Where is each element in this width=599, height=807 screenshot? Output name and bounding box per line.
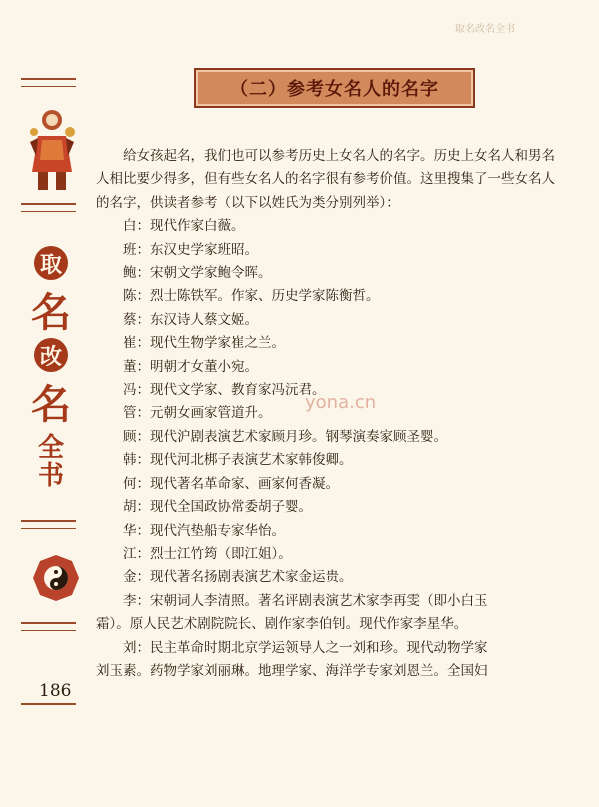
name-entry: 鲍：宋朝文学家鲍令晖。 bbox=[123, 265, 272, 282]
name-entry-multiline bbox=[96, 637, 558, 684]
subtitle-char-2: 书 bbox=[37, 461, 64, 491]
name-entry: 蔡：东汉诗人蔡文姬。 bbox=[123, 311, 258, 328]
name-entry: 顾：现代沪剧表演艺术家顾月珍。钢琴演奏家顾圣婴。 bbox=[123, 428, 447, 445]
name-entry: 何：现代著名革命家、画家何香凝。 bbox=[123, 475, 339, 492]
title-subtitle bbox=[38, 434, 64, 490]
page-number-underline bbox=[21, 703, 76, 707]
watermark: yona.cn bbox=[305, 392, 377, 413]
title-char-4: 名 bbox=[31, 380, 71, 428]
margin-rule-top bbox=[21, 78, 76, 87]
running-header: 取名改名全书 bbox=[455, 24, 515, 35]
entry-continuation: 霜）。原人民艺术剧院院长、剧作家李伯钊。现代作家李星华。 bbox=[96, 616, 468, 633]
margin-rule-mid bbox=[21, 203, 76, 212]
name-entry: 韩：现代河北梆子表演艺术家韩俊卿。 bbox=[123, 452, 353, 469]
margin-rule-bottom bbox=[21, 622, 76, 631]
main-text bbox=[96, 145, 558, 683]
bagua-taiji-icon bbox=[32, 554, 80, 602]
long-entry-list bbox=[96, 590, 558, 684]
vertical-book-title bbox=[16, 246, 86, 490]
entry-first-line: 刘：民主革命时期北京学运领导人之一刘和珍。现代动物学家 bbox=[123, 639, 488, 656]
name-entry: 陈：烈士陈铁军。作家、历史学家陈衡哲。 bbox=[123, 288, 380, 305]
page-number: 186 bbox=[39, 681, 72, 701]
name-entry-multiline bbox=[96, 590, 558, 637]
title-char-2: 名 bbox=[31, 288, 71, 336]
name-entry: 班：东汉史学家班昭。 bbox=[123, 241, 258, 258]
name-entry: 华：现代汽垫船专家华怡。 bbox=[123, 522, 285, 539]
name-entry: 江：烈士江竹筠（即江姐）。 bbox=[123, 545, 292, 562]
child-figure-icon bbox=[24, 102, 80, 198]
title-char-1: 取 bbox=[34, 246, 68, 280]
name-entry: 冯：现代文学家、教育家冯沅君。 bbox=[123, 382, 326, 399]
left-margin-decoration bbox=[0, 0, 92, 807]
name-entry: 管：元朝女画家管道升。 bbox=[123, 405, 272, 422]
entry-continuation: 刘玉素。药物学家刘丽琳。地理学家、海洋学专家刘恩兰。全国妇 bbox=[96, 662, 488, 679]
subtitle-char-1: 全 bbox=[37, 433, 64, 463]
name-entry: 崔：现代生物学家崔之兰。 bbox=[123, 335, 285, 352]
name-entry: 金：现代著名扬剧表演艺术家金运贵。 bbox=[123, 569, 353, 586]
entry-first-line: 李：宋朝词人李清照。著名评剧表演艺术家李再雯（即小白玉 bbox=[123, 592, 488, 609]
name-entry: 董：明朝才女董小宛。 bbox=[123, 358, 258, 375]
title-char-3: 改 bbox=[34, 338, 68, 372]
intro-paragraph: 给女孩起名，我们也可以参考历史上女名人的名字。历史上女名人和男名人相比要少得多，但有些女名人的名字很有参考价值。这里搜集了一些女名人的名字，供读者参考（以下以姓氏为类分别列举）： bbox=[96, 148, 555, 211]
name-entry: 白：现代作家白薇。 bbox=[123, 218, 245, 235]
section-heading: （二）参考女名人的名字 bbox=[194, 68, 475, 108]
margin-rule-lower bbox=[21, 520, 76, 529]
name-entry: 胡：现代全国政协常委胡子婴。 bbox=[123, 499, 312, 516]
